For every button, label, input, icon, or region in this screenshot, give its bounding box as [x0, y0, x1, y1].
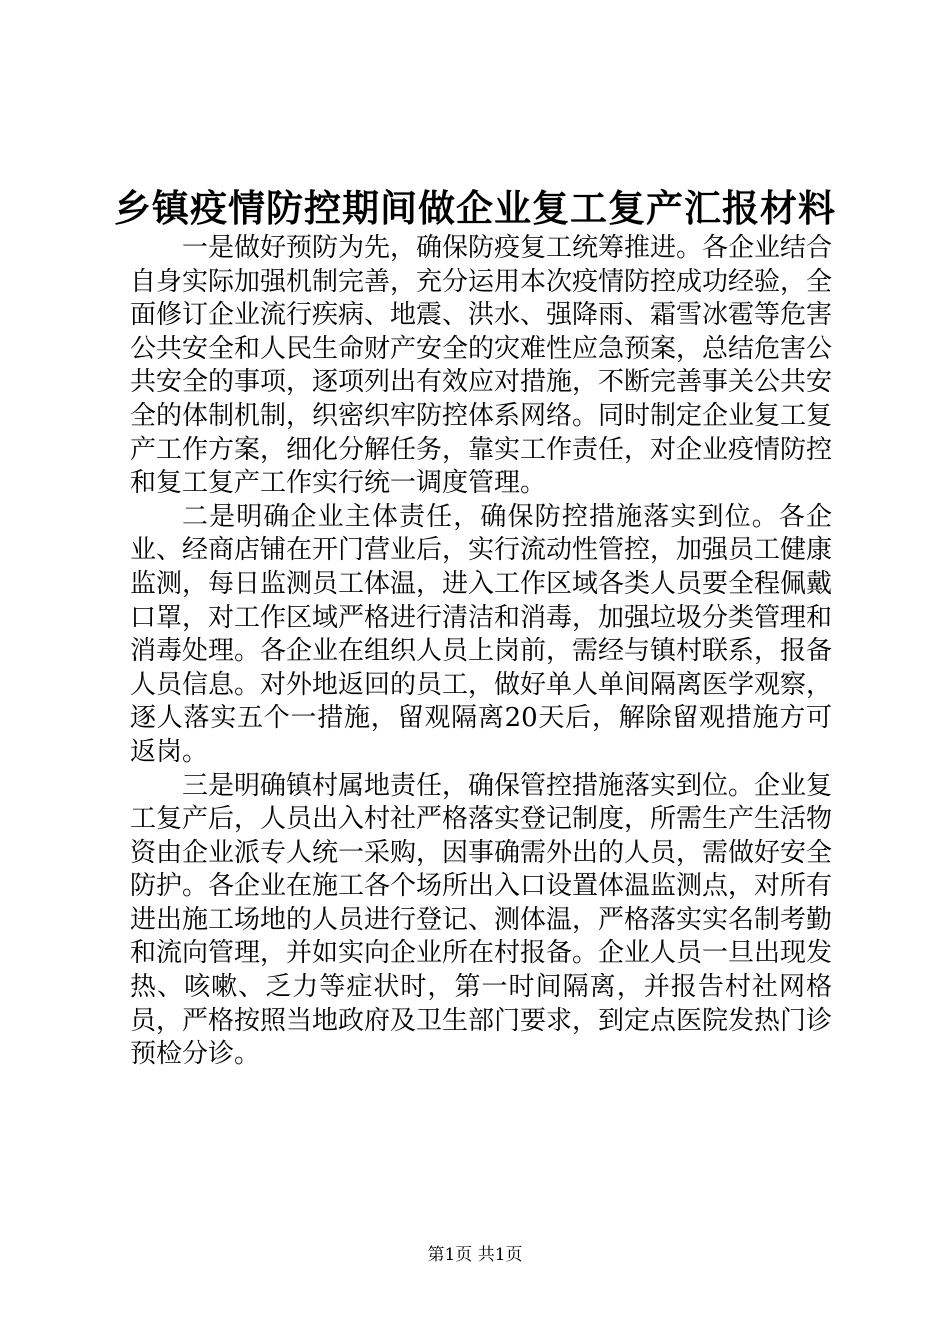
document-title: 乡镇疫情防控期间做企业复工复产汇报材料: [114, 186, 836, 230]
paragraph-1: 一是做好预防为先，确保防疫复工统筹推进。各企业结合自身实际加强机制完善，充分运用本次疫情防控成功经验，全面修订企业流行疾病、地震、洪水、强降雨、霜雪冰雹等危害公共安全和人民生命财产安全的灾难性应急预案，总结危害公共安全的事项，逐项列出有效应对措施，不断完善事关公共安全的体制机制，织密织牢防控体系网络。同时制定企业复工复产工作方案，细化分解任务，靠实工作责任，对企业疫情防控和复工复产工作实行统一调度管理。: [130, 233, 833, 499]
page-footer: 第1页 共1页: [427, 1245, 523, 1265]
paragraph-3: 三是明确镇村属地责任，确保管控措施落实到位。企业复工复产后，人员出入村社严格落实登记制度，所需生产生活物资由企业派专人统一采购，因事确需外出的人员，需做好安全防护。各企业在施工各个场所出入口设置体温监测点，对所有进出施工场地的人员进行登记、测体温，严格落实实名制考勤和流向管理，并如实向企业所在村报备。企业人员一旦出现发热、咳嗽、乏力等症状时，第一时间隔离，并报告村社网格员，严格按照当地政府及卫生部门要求，到定点医院发热门诊预检分诊。: [130, 770, 833, 1070]
document-body: [130, 232, 832, 1072]
paragraph-2: 二是明确企业主体责任，确保防控措施落实到位。各企业、经商店铺在开门营业后，实行流动性管控，加强员工健康监测，每日监测员工体温，进入工作区域各类人员要全程佩戴口罩，对工作区域严格进行清洁和消毒，加强垃圾分类管理和消毒处理。各企业在组织人员上岗前，需经与镇村联系，报备人员信息。对外地返回的员工，做好单人单间隔离医学观察，逐人落实五个一措施，留观隔离20天后，解除留观措施方可返岗。: [130, 501, 833, 767]
